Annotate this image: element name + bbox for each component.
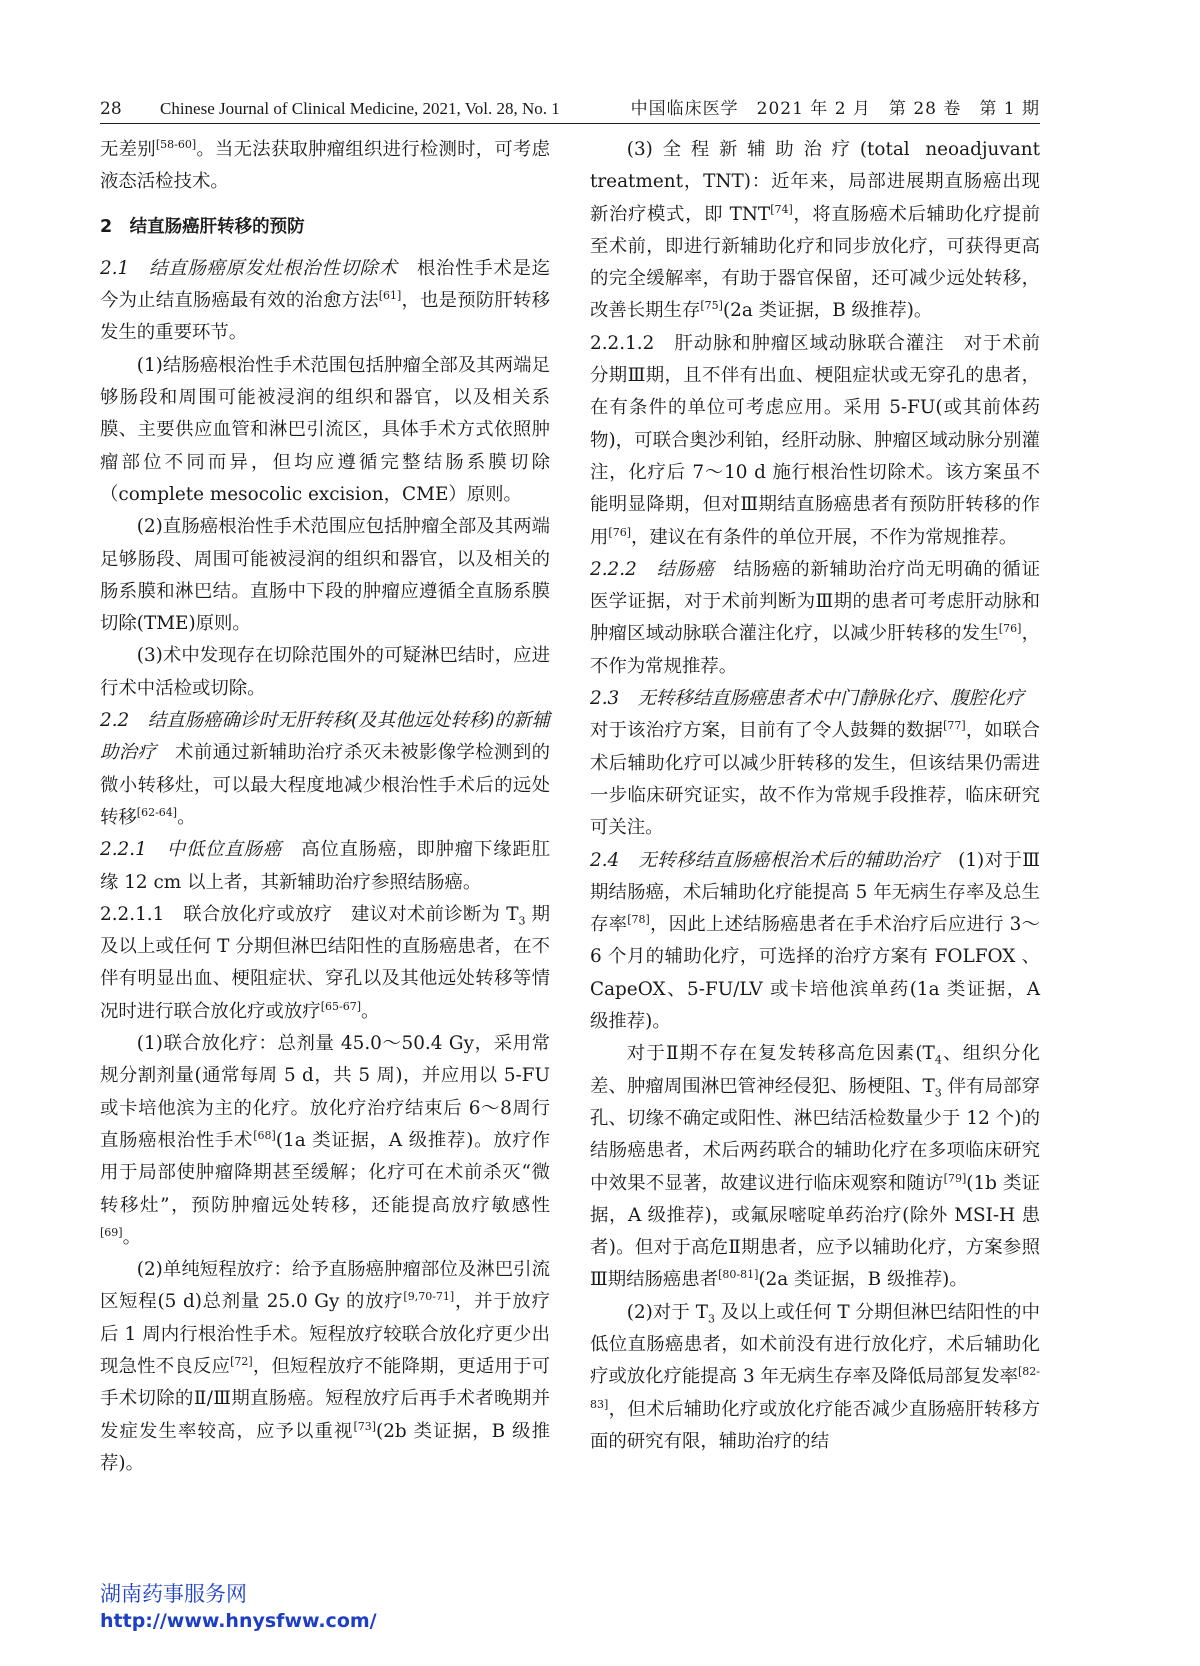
watermark (100, 1580, 377, 1634)
paragraph: 无差别[58-60]。当无法获取肿瘤组织进行检测时，可考虑液态活检技术。 (100, 137, 550, 193)
journal-title-en: Chinese Journal of Clinical Medicine, 2021, Vol. 28, No. 1 (160, 99, 560, 118)
running-header (100, 94, 1040, 124)
watermark-url[interactable]: http://www.hnysfww.com/ (100, 1610, 377, 1632)
paragraph: 2.2.1 中低位直肠癌 高位直肠癌，即肿瘤下缘距肛缘 12 cm 以上者，其新辅助治疗参照结肠癌。 (100, 839, 550, 893)
paragraph: (2)对于 $T_3$ 及以上或任何 T 分期但淋巴结阳性的中低位直肠癌患者，如术前没有进行放化疗，术后辅助化疗或放化疗能提高 3 年无病生存率及降低局部复发率[82-83]，但术后辅助化疗或放化疗能否减少直肠癌肝转移方面的研究有限，辅助治疗的结 (590, 1301, 1041, 1452)
paragraph: (1)结肠癌根治性手术范围包括肿瘤全部及其两端足够肠段和周围可能被浸润的组织和器官，以及相关系膜、主要供应血管和淋巴引流区，具体手术方式依照肿瘤部位不同而异，但均应遵循完整结肠系膜切除（complete mesocolic excision，CME）原则。 (100, 354, 550, 505)
paragraph: (2)单纯短程放疗：给予直肠癌肿瘤部位及淋巴引流区短程(5 d)总剂量 25.0 Gy 的放疗[9,70-71]，并于放疗后 1 周内行根治性手术。短程放疗较联合放化疗更少出现急性不良反应[72]，但短程放疗不能降期，更适用于可手术切除的Ⅱ/Ⅲ期直肠癌。短程放疗后再手术者晚期并发症发生率较高，应予以重视[73](2b 类证据，B 级推荐)。 (100, 1259, 550, 1474)
paragraph: 2.2.1.2 肝动脉和肿瘤区域动脉联合灌注 对于术前分期Ⅲ期，且不伴有出血、梗阻症状或无穿孔的患者，在有条件的单位可考虑应用。采用 5-FU(或其前体药物)，可联合奥沙利铂，经肝动脉、肿瘤区域动脉分别灌注，化疗后 7～10 d 施行根治性切除术。该方案虽不能明显降期，但对Ⅲ期结直肠癌患者有预防肝转移的作用[76]，建议在有条件的单位开展，不作为常规推荐。 (590, 332, 1040, 548)
section-heading: 2 结直肠癌肝转移的预防 (100, 216, 305, 237)
paragraph: 2.3 无转移结直肠癌患者术中门静脉化疗、腹腔化疗 对于该治疗方案，目前有了令人鼓舞的数据[77]，如联合术后辅助化疗可以减少肝转移的发生，但该结果仍需进一步临床研究证实，故不作为常规手段推荐，临床研究可关注。 (590, 688, 1043, 839)
paragraph: 2.1 结直肠癌原发灶根治性切除术 根治性手术是迄今为止结直肠癌最有效的治愈方法[61]，也是预防肝转移发生的重要环节。 (100, 257, 550, 344)
subsection-heading: 2.2.1 中低位直肠癌 (100, 839, 282, 861)
paragraph: 对于Ⅱ期不存在复发转移高危因素($T_4$、组织分化差、肿瘤周围淋巴管神经侵犯、肠梗阻、$T_3$ 伴有局部穿孔、切缘不确定或阳性、淋巴结活检数量少于 12 个)的结肠癌患者，术后两药联合的辅助化疗在多项临床研究中效果不显著，故建议进行临床观察和随访[79](1b 类证据，A 级推荐)，或氟尿嘧啶单药治疗(除外 MSI-H 患者)。但对于高危Ⅱ期患者，应予以辅助化疗，方案参照Ⅲ期结肠癌患者[80-81](2a 类证据，B 级推荐)。 (590, 1043, 1040, 1291)
paragraph: 2.2.1.1 联合放化疗或放疗 建议对术前诊断为 $T_3$ 期及以上或任何 T 分期但淋巴结阳性的直肠癌患者，在不伴有明显出血、梗阻症状、穿孔以及其他远处转移等情况时进行联合放化疗或放疗[65-67]。 (100, 903, 550, 1022)
paragraph: (1)联合放化疗：总剂量 45.0～50.4 Gy，采用常规分割剂量(通常每周 5 d，共 5 周)，并应用以 5-FU或卡培他滨为主的化疗。放化疗治疗结束后 6～8周行直肠癌根治性手术[68](1a 类证据，A 级推荐)。放疗作用于局部使肿瘤降期甚至缓解；化疗可在术前杀灭“微转移灶”，预防肿瘤远处转移，还能提高放疗敏感性[69]。 (100, 1033, 550, 1248)
subsection-heading: 2.2 结直肠癌确诊时无肝转移(及其他远处转移)的新辅助治疗 (100, 710, 550, 764)
paragraph: 2.4 无转移结直肠癌根治术后的辅助治疗 (1)对于Ⅲ期结肠癌，术后辅助化疗能提高 5 年无病生存率及总生存率[78]，因此上述结肠癌患者在手术治疗后应进行 3～6 个月的辅助化疗，可选择的治疗方案有 FOLFOX 、CapeOX、5-FU/LV 或卡培他滨单药(1a 类证据，A 级推荐)。 (590, 849, 1040, 1033)
subsection-heading: 2.1 结直肠癌原发灶根治性切除术 (100, 257, 398, 279)
subsection-heading: 2.4 无转移结直肠癌根治术后的辅助治疗 (590, 849, 940, 871)
journal-title-cn: 中国临床医学 2021 年 2 月 第 28 卷 第 1 期 (630, 99, 1040, 119)
paragraph: 2.2 结直肠癌确诊时无肝转移(及其他远处转移)的新辅助治疗 术前通过新辅助治疗杀灭未被影像学检测到的微小转移灶，可以最大程度地减少根治性手术后的远处转移[62-64]。 (100, 710, 550, 828)
paragraph: (2)直肠癌根治性手术范围应包括肿瘤全部及其两端足够肠段、周围可能被浸润的组织和器官，以及相关的肠系膜和淋巴结。直肠中下段的肿瘤应遵循全直肠系膜切除(TME)原则。 (100, 516, 550, 635)
subsection-heading: 2.2.1.1 联合放化疗或放疗 (100, 903, 333, 925)
subsection-heading: 2.2.1.2 肝动脉和肿瘤区域动脉联合灌注 (590, 332, 945, 354)
subsection-heading: 2.2.2 结肠癌 (590, 558, 715, 580)
watermark-name: 湖南药事服务网 (100, 1582, 247, 1606)
paragraph: 2.2.2 结肠癌 结肠癌的新辅助治疗尚无明确的循证医学证据，对于术前判断为Ⅲ期的患者可考虑肝动脉和肿瘤区域动脉联合灌注化疗，以减少肝转移的发生[76]，不作为常规推荐。 (590, 558, 1040, 677)
paragraph: (3)术中发现存在切除范围外的可疑淋巴结时，应进行术中活检或切除。 (100, 645, 550, 699)
left-column (100, 134, 550, 1480)
right-column (590, 134, 1043, 1458)
subsection-heading: 2.3 无转移结直肠癌患者术中门静脉化疗、腹腔化疗 (590, 688, 1024, 710)
paragraph: (3)全程新辅助治疗(total neoadjuvant treatment，TNT)：近年来，局部进展期直肠癌出现新治疗模式，即 TNT[74]，将直肠癌术后辅助化疗提前至术前，即进行新辅助化疗和同步放化疗，可获得更高的完全缓解率，有助于器官保留，还可减少远处转移，改善长期生存[75](2a 类证据，B 级推荐)。 (590, 139, 1040, 322)
page-number: 28 (100, 99, 122, 119)
